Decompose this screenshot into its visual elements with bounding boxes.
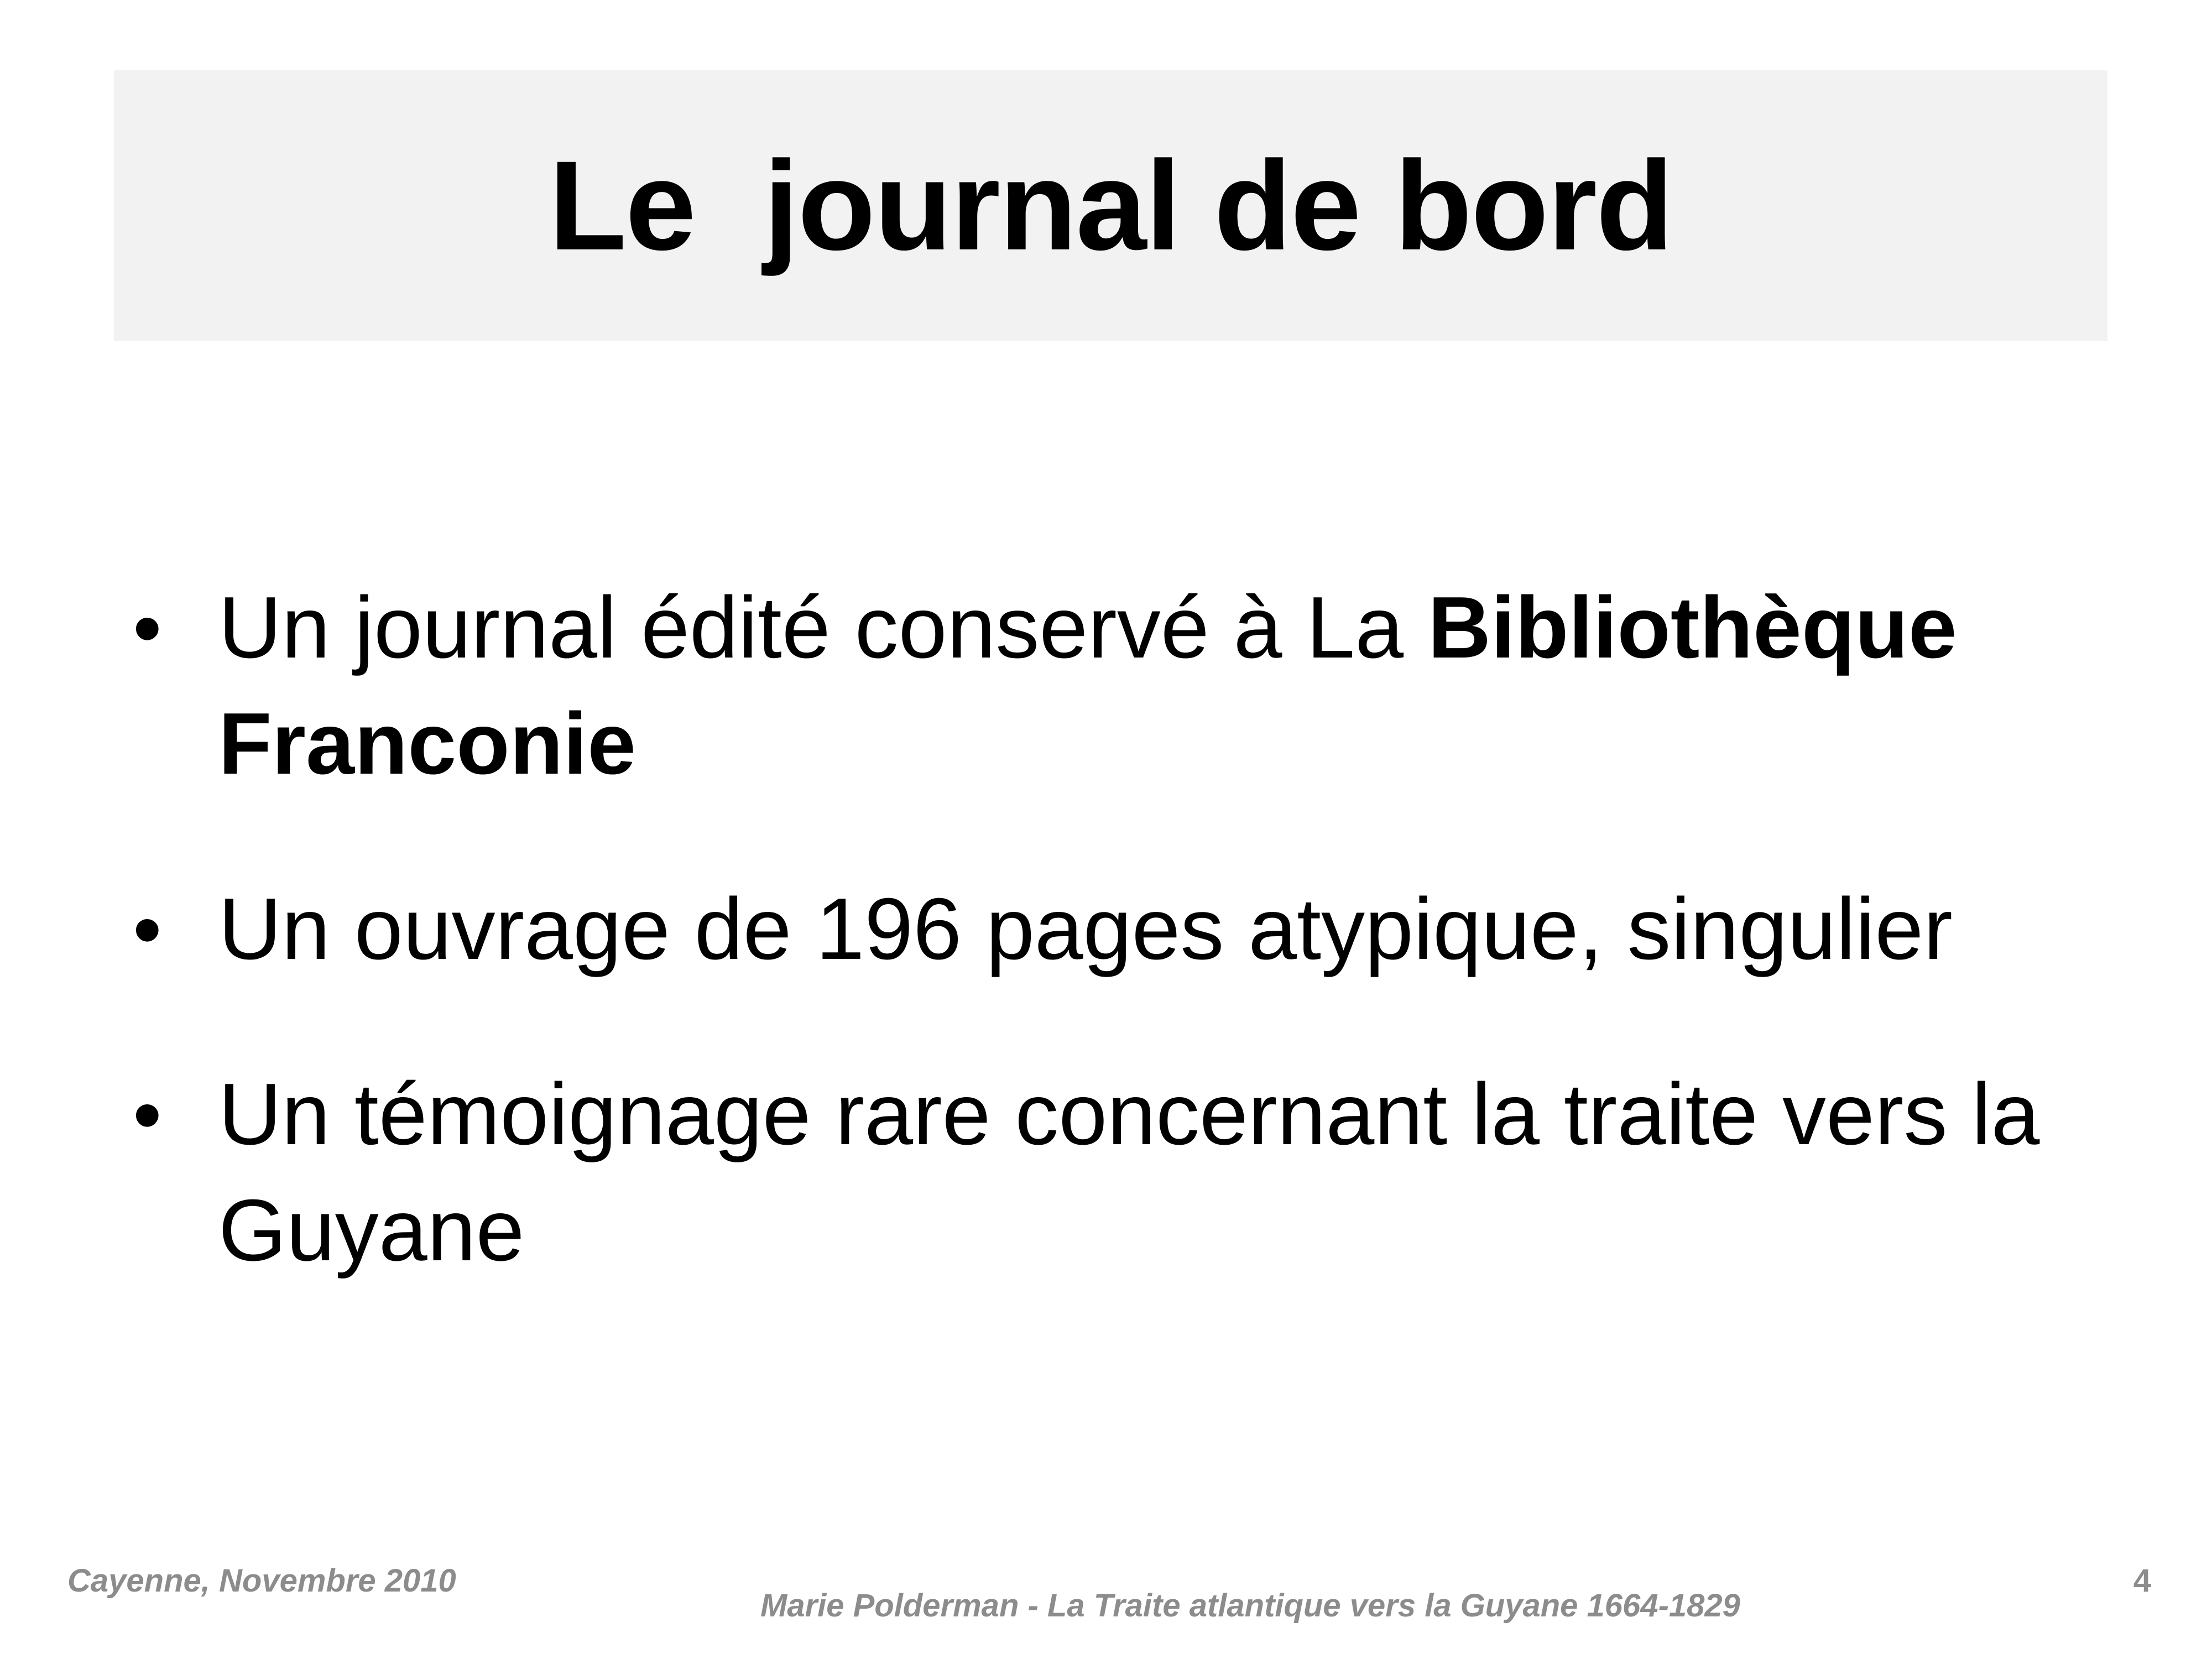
bullet-1-bold-text: Bibliothèque Franconie (218, 579, 1957, 792)
bullet-item-2 (133, 871, 2068, 987)
footer-date: Cayenne, Novembre 2010 (67, 1563, 456, 1599)
bullet-list (133, 570, 2068, 1358)
bullet-2-text: Un ouvrage de 196 pages atypique, singulier (218, 880, 1953, 978)
bullet-item-3 (133, 1056, 2068, 1288)
page-number: 4 (2133, 1563, 2151, 1599)
bullet-dot-icon: • (133, 883, 162, 975)
bullet-dot-icon: • (133, 581, 162, 674)
bullet-3-text: Un témoignage rare concernant la traite vers la Guyane (218, 1066, 2040, 1279)
slide-title: Le journal de bord (549, 134, 1673, 276)
footer-author-title: Marie Polderman - La Traite atlantique vers la Guyane 1664-1829 (760, 1588, 1740, 1624)
bullet-1-text: Un journal édité conservé à La (218, 579, 1428, 676)
bullet-dot-icon: • (133, 1068, 162, 1161)
title-band (114, 70, 2107, 341)
bullet-item-1 (133, 570, 2068, 802)
